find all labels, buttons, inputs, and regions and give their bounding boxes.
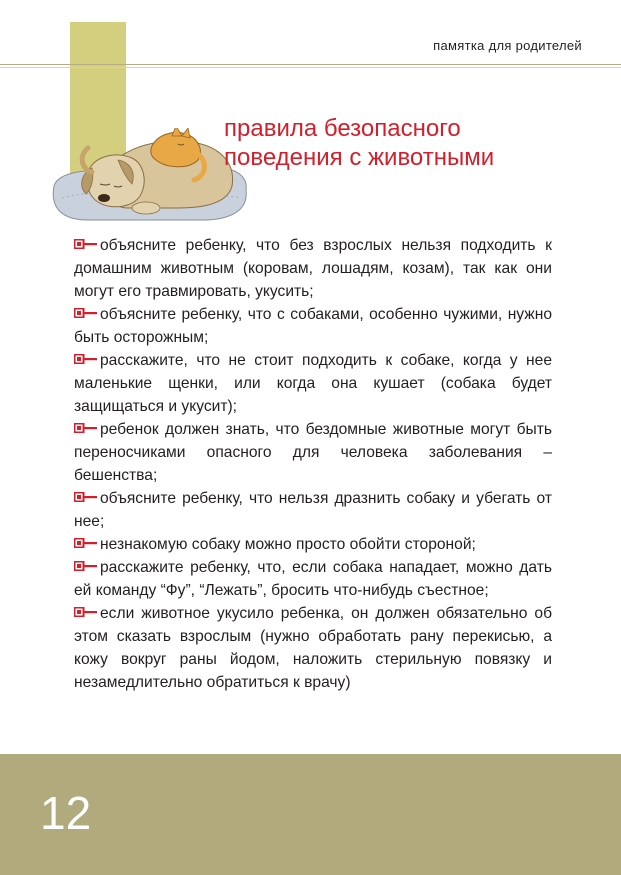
rule-text: объясните ребенку, что с собаками, особенно чужими, нужно быть осторожным; [74, 306, 552, 346]
bullet-icon [74, 239, 98, 249]
bullet-icon [74, 492, 98, 502]
rule-text: расскажите ребенку, что, если собака нападает, можно дать ей команду “Фу”, “Лежать”, бросить что-нибудь съестное; [74, 559, 552, 599]
dog-and-cat-sleeping-illustration [48, 128, 252, 224]
header-rule [0, 64, 621, 65]
bullet-icon [74, 538, 98, 548]
list-item [74, 487, 552, 533]
rule-text: объясните ребенку, что нельзя дразнить собаку и убегать от нее; [74, 490, 552, 530]
header-label: памятка для родителей [433, 38, 582, 53]
page-title [224, 114, 494, 172]
footer-band [0, 754, 621, 875]
rule-text: расскажите, что не стоит подходить к собаке, когда у нее маленькие щенки, или когда она кушает (собака будет защищаться и укусит); [74, 352, 552, 415]
list-item [74, 556, 552, 602]
page-number: 12 [40, 787, 92, 839]
rule-text: если животное укусило ребенка, он должен обязательно об этом сказать взрослым (нужно обработать рану перекисью, а кожу вокруг раны йодом, наложить стерильную повязку и незамедлительно обратиться к врачу) [74, 605, 552, 691]
title-line-1: правила безопасного [224, 115, 461, 142]
safety-rules-list [74, 234, 552, 694]
list-item [74, 533, 552, 556]
list-item [74, 234, 552, 303]
bullet-icon [74, 308, 98, 318]
list-item [74, 418, 552, 487]
list-item [74, 602, 552, 694]
rule-text: незнакомую собаку можно просто обойти стороной; [100, 536, 476, 553]
bullet-icon [74, 561, 98, 571]
rule-text: объясните ребенку, что без взрослых нельзя подходить к домашним животным (коровам, лошадям, козам), так как они могут его травмировать, укусить; [74, 237, 552, 300]
list-item [74, 349, 552, 418]
title-line-2: поведения с животными [224, 144, 495, 171]
bullet-icon [74, 354, 98, 364]
list-item [74, 303, 552, 349]
rule-text: ребенок должен знать, что бездомные животные могут быть переносчиками опасного для человека заболевания – бешенства; [74, 421, 552, 484]
bullet-icon [74, 607, 98, 617]
header-rule-secondary [0, 67, 621, 68]
bullet-icon [74, 423, 98, 433]
